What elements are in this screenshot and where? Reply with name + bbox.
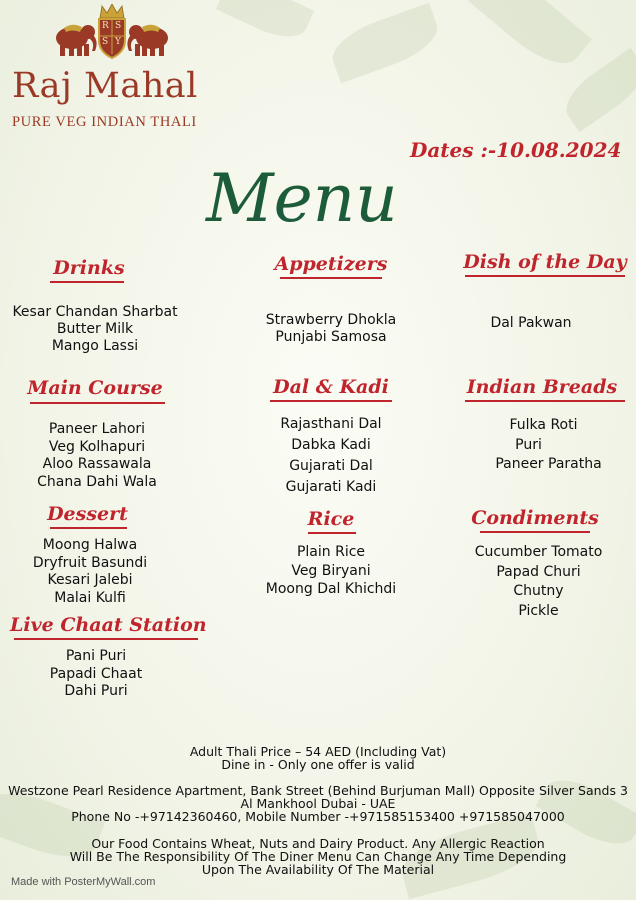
section-items-appetizers — [241, 312, 421, 346]
brand-name: Raj Mahal — [12, 66, 198, 106]
menu-item: Fulka Roti — [509, 417, 578, 433]
section-items-dish-of-the-day — [451, 315, 611, 332]
section-title-main-course: Main Course — [27, 377, 163, 399]
menu-item: Kesar Chandan Sharbat — [12, 304, 178, 320]
section-items-drinks — [0, 304, 190, 355]
section-underline — [480, 531, 590, 533]
section-items-dal-kadi — [241, 414, 421, 498]
section-title-live-chaat-station: Live Chaat Station — [10, 614, 207, 636]
section-underline — [270, 400, 392, 402]
section-title-drinks: Drinks — [53, 257, 125, 279]
section-underline — [465, 275, 625, 277]
menu-item: Pickle — [518, 602, 559, 619]
menu-item: Dryfruit Basundi — [32, 554, 148, 571]
brand-tagline: PURE VEG INDIAN THALI — [12, 114, 197, 130]
section-underline — [50, 281, 124, 283]
elephant-right-icon — [127, 25, 168, 56]
section-underline — [280, 277, 382, 279]
foliage-decoration — [216, 0, 314, 47]
address-city: Al Mankhool Dubai - UAE — [240, 796, 396, 811]
section-items-condiments — [456, 543, 621, 621]
section-underline — [30, 402, 165, 404]
menu-item: Paneer Paratha — [495, 456, 602, 472]
section-items-live-chaat-station — [6, 648, 186, 701]
allergy-note: Will Be The Responsibility Of The Diner Menu Can Change Any Time Depending — [69, 849, 567, 864]
crown-icon — [100, 4, 124, 18]
menu-item: Dal Pakwan — [490, 315, 572, 331]
menu-item: Kesari Jalebi — [47, 572, 133, 588]
menu-item: Papad Churi — [496, 563, 581, 580]
crest-letter: Y — [115, 37, 121, 47]
allergy-note: Upon The Availability Of The Material — [201, 862, 435, 877]
dine-in-note: Dine in - Only one offer is valid — [221, 757, 415, 772]
crest-letter: S — [102, 37, 109, 47]
menu-item: Moong Halwa — [42, 537, 138, 553]
section-items-rice — [241, 543, 421, 599]
menu-item: Chutny — [513, 583, 564, 599]
menu-item: Dahi Puri — [64, 683, 128, 699]
brand-logo — [50, 4, 174, 60]
menu-item: Papadi Chaat — [49, 665, 143, 682]
menu-item: Veg Biryani — [291, 562, 371, 579]
section-items-dessert — [0, 537, 180, 607]
menu-item: Paneer Lahori — [48, 421, 146, 437]
menu-item: Puri — [515, 436, 542, 453]
section-title-dessert: Dessert — [47, 503, 128, 525]
elephant-left-icon — [56, 25, 97, 56]
section-title-condiments: Condiments — [471, 507, 599, 529]
menu-item: Butter Milk — [56, 321, 134, 337]
menu-item: Aloo Rassawala — [42, 456, 152, 472]
menu-item: Cucumber Tomato — [474, 544, 603, 560]
menu-item: Veg Kolhapuri — [48, 438, 146, 455]
brand-crest-graphic — [50, 4, 174, 60]
menu-item: Rajasthani Dal — [280, 416, 382, 432]
section-underline — [50, 527, 127, 529]
menu-item: Plain Rice — [296, 544, 366, 560]
menu-title: Menu — [206, 160, 398, 237]
menu-item: Malai Kulfi — [54, 589, 126, 606]
section-title-dish-of-the-day: Dish of the Day — [463, 251, 627, 273]
address-line: Westzone Pearl Residence Apartment, Bank Street (Behind Burjuman Mall) Opposite Silver Sands 3 — [8, 783, 628, 798]
menu-item: Punjabi Samosa — [275, 329, 387, 345]
phone-line: Phone No -+97142360460, Mobile Number -+971585153400 +971585047000 — [71, 809, 565, 824]
section-title-dal-kadi: Dal & Kadi — [273, 376, 389, 398]
section-underline — [14, 638, 198, 640]
menu-item: Strawberry Dhokla — [265, 312, 397, 328]
foliage-decoration — [468, 0, 592, 78]
section-items-main-course — [12, 421, 182, 491]
made-with-credit: Made with PosterMyWall.com — [11, 876, 156, 888]
section-items-indian-breads — [461, 416, 626, 475]
crest-letter: R — [102, 21, 109, 31]
menu-item: Moong Dal Khichdi — [265, 581, 397, 597]
section-underline — [465, 400, 625, 402]
section-title-rice: Rice — [307, 508, 355, 530]
menu-item: Mango Lassi — [51, 338, 139, 354]
section-title-indian-breads: Indian Breads — [466, 376, 618, 398]
menu-item: Dabka Kadi — [291, 437, 371, 453]
menu-item: Pani Puri — [65, 648, 127, 664]
menu-date: Dates :-10.08.2024 — [410, 138, 622, 162]
menu-item: Gujarati Dal — [289, 458, 373, 474]
section-title-appetizers: Appetizers — [274, 253, 388, 275]
price-line: Adult Thali Price – 54 AED (Including Vat) — [189, 744, 447, 759]
crest-letter: S — [115, 21, 122, 31]
menu-item: Chana Dahi Wala — [37, 473, 157, 490]
section-underline — [308, 532, 356, 534]
allergy-note: Our Food Contains Wheat, Nuts and Dairy Product. Any Allergic Reaction — [91, 836, 545, 851]
foliage-decoration — [325, 3, 444, 84]
menu-item: Gujarati Kadi — [285, 479, 377, 495]
